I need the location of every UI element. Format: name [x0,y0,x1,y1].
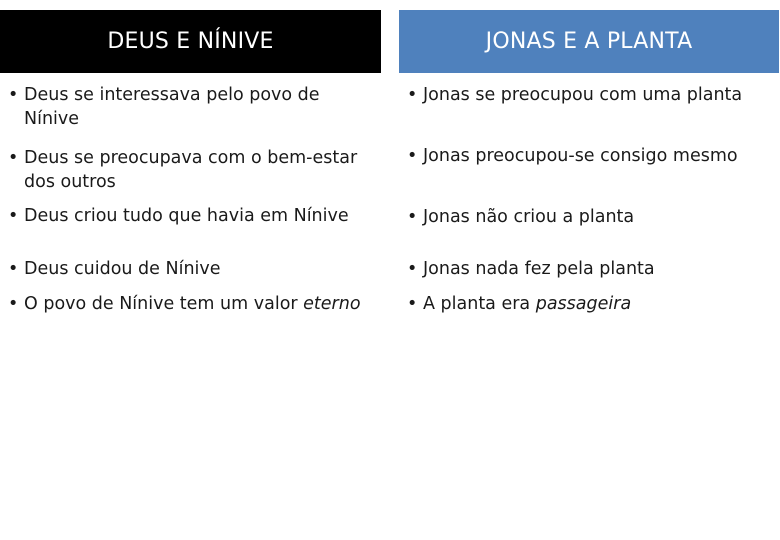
right-column-title: JONAS E A PLANTA [485,29,693,54]
left-bullet-5 [5,292,377,316]
left-bullet-text: Deus criou tudo que havia em Nínive [24,206,349,226]
right-bullet-text: Jonas se preocupou com uma planta [423,85,743,105]
left-bullet-text: O povo de Nínive tem um valor [24,294,304,314]
bullet-dot: • [407,207,418,227]
bullet-dot: • [8,148,19,168]
right-bullet-text: A planta era [423,294,536,314]
right-column-header [399,10,779,73]
right-bullet-emphasis: passageira [535,294,632,314]
left-bullet-2 [5,146,377,194]
right-bullet-2 [404,144,776,168]
bullet-dot: • [8,259,19,279]
left-bullet-text: Deus se interessava pelo povo de Nínive [24,85,320,129]
left-bullet-4 [5,257,377,281]
right-bullet-text: Jonas não criou a planta [423,207,635,227]
left-bullet-emphasis: eterno [303,294,361,314]
left-bullet-text: Deus cuidou de Nínive [24,259,221,279]
right-bullet-text: Jonas preocupou-se consigo mesmo [423,146,738,166]
bullet-dot: • [407,85,418,105]
left-bullet-1 [5,83,377,131]
right-bullet-1 [404,83,776,107]
bullet-dot: • [8,85,19,105]
left-column-header [0,10,381,73]
left-column-title: DEUS E NÍNIVE [107,29,274,54]
right-bullet-text: Jonas nada fez pela planta [423,259,655,279]
bullet-dot: • [407,146,418,166]
bullet-dot: • [407,294,418,314]
left-bullet-3 [5,204,377,228]
left-bullet-text: Deus se preocupava com o bem-estar dos outros [24,148,358,192]
right-bullet-3 [404,205,776,229]
bullet-dot: • [407,259,418,279]
right-bullet-4 [404,257,776,281]
bullet-dot: • [8,294,19,314]
right-bullet-5 [404,292,776,316]
bullet-dot: • [8,206,19,226]
